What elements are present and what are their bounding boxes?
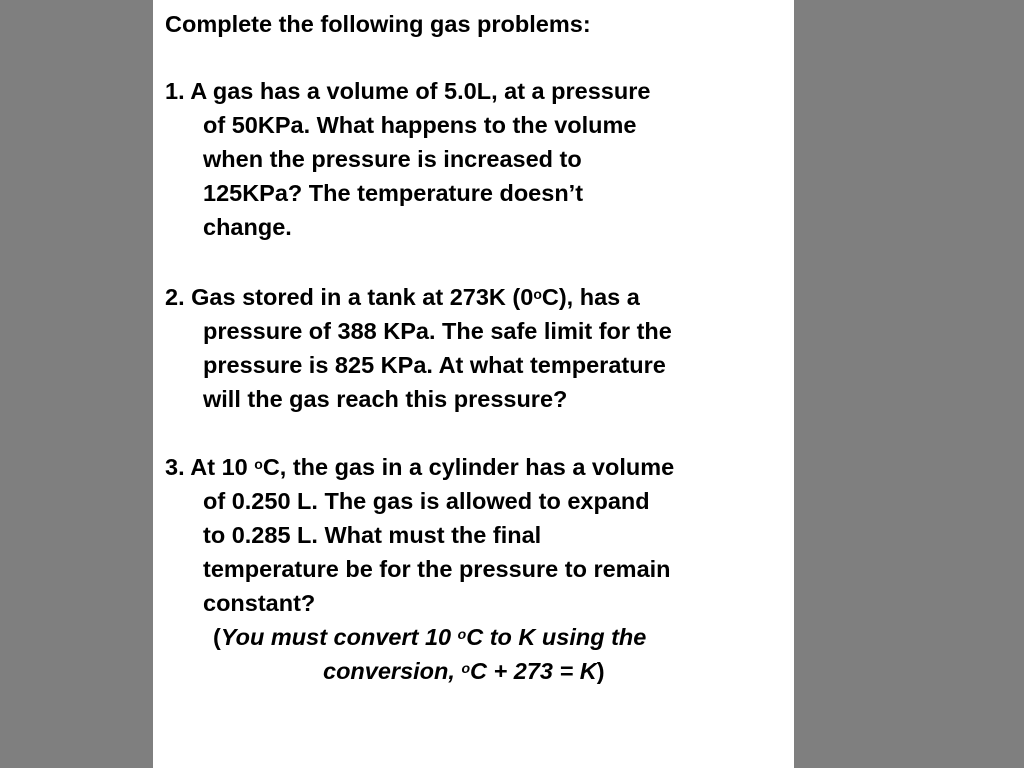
problem-3-line-3: to 0.285 L. What must the final	[203, 522, 542, 548]
problem-3-line-2: of 0.250 L. The gas is allowed to expand	[203, 488, 650, 514]
problem-1-line-4: 125KPa? The temperature doesn’t	[203, 180, 584, 206]
note-text-c: conversion,	[323, 658, 462, 684]
problem-2-text-b: C), has a	[541, 284, 640, 310]
degree-superscript: o	[457, 626, 467, 642]
problem-2-line-2: pressure of 388 KPa. The safe limit for the	[203, 318, 672, 344]
note-open-paren: (	[213, 624, 221, 650]
conversion-note-line-2	[323, 654, 605, 688]
page-heading: Complete the following gas problems:	[165, 11, 591, 37]
problem-1-line-1: 1. A gas has a volume of 5.0L, at a pressure	[165, 78, 651, 104]
slide-page	[153, 0, 794, 768]
problem-3-line-4: temperature be for the pressure to remain	[203, 556, 671, 582]
problem-2-line-1	[165, 280, 640, 314]
problem-3-text-a: 3. At 10	[165, 454, 255, 480]
problem-3-line-1	[165, 450, 674, 484]
note-text-a: You must convert 10	[220, 624, 458, 650]
problem-2-line-3: pressure is 825 KPa. At what temperature	[203, 352, 666, 378]
problem-1-line-2: of 50KPa. What happens to the volume	[203, 112, 637, 138]
note-text-d: C + 273 = K	[470, 658, 597, 684]
problem-2-line-4: will the gas reach this pressure?	[203, 386, 568, 412]
degree-superscript: o	[461, 660, 470, 676]
problem-2-text-a: 2. Gas stored in a tank at 273K (0	[165, 284, 534, 310]
note-close-paren: )	[596, 658, 605, 684]
problem-3-text-b: C, the gas in a cylinder has a volume	[262, 454, 675, 480]
conversion-note-line-1	[213, 620, 646, 654]
problem-3-line-5: constant?	[203, 590, 316, 616]
degree-superscript: o	[254, 456, 263, 472]
degree-superscript: o	[533, 286, 542, 302]
problem-1-line-3: when the pressure is increased to	[203, 146, 582, 172]
problem-1-line-5: change.	[203, 214, 292, 240]
note-text-b: C to K using the	[466, 624, 647, 650]
